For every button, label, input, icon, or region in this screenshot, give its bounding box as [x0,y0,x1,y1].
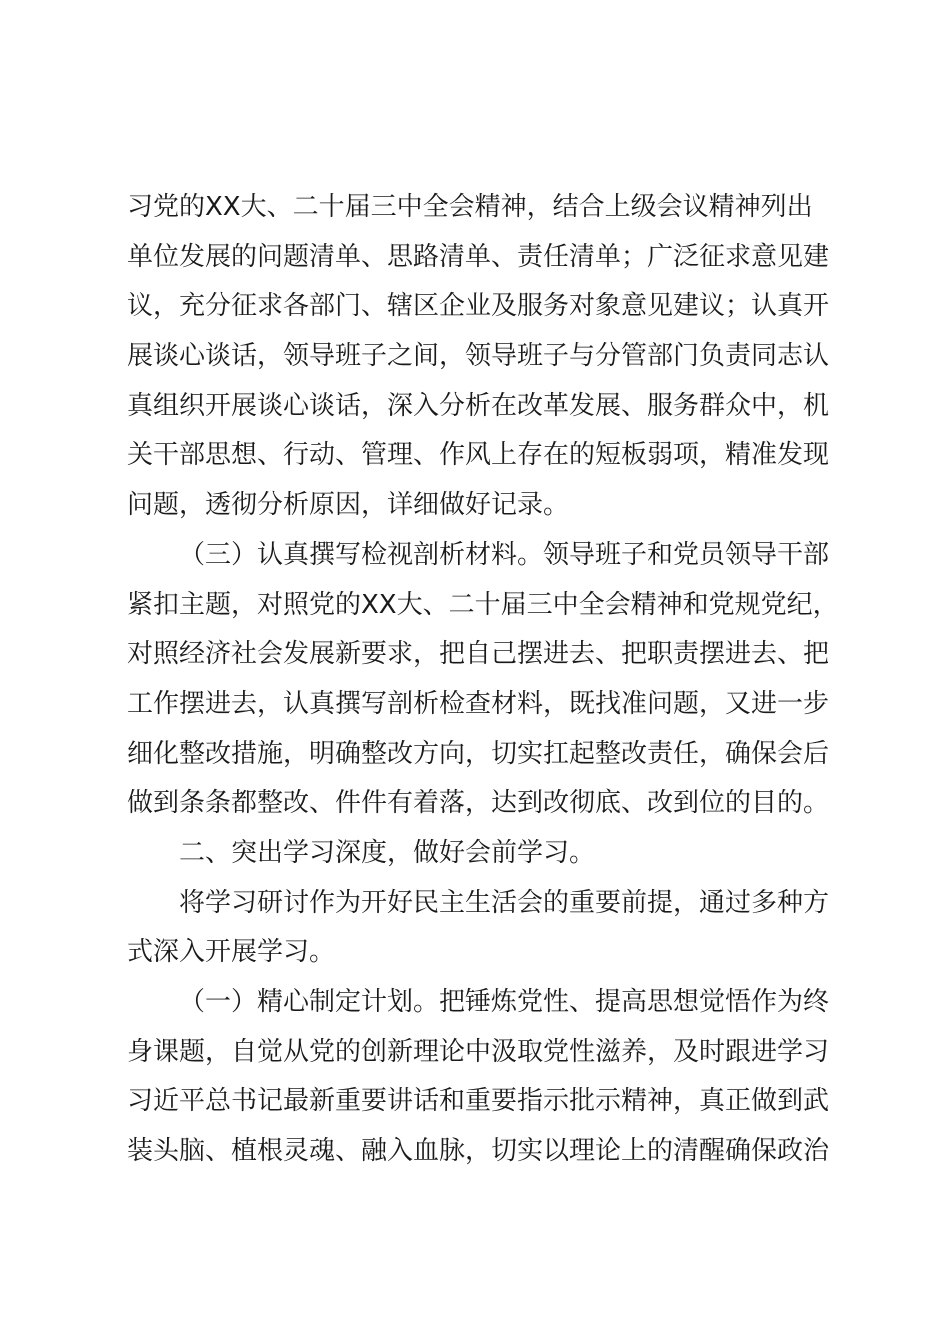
text-line: 习党的XX大、二十届三中全会精神，结合上级会议精神列出 [127,192,813,222]
text-line: 习近平总书记最新重要讲话和重要指示批示精神，真正做到武 [127,1086,830,1117]
text-line: 关干部思想、行动、管理、作风上存在的短板弱项，精准发现 [127,440,830,471]
text-line: 装头脑、植根灵魂、融入血脉，切实以理论上的清醒确保政治 [127,1136,830,1167]
document-body [127,183,839,1177]
text-line: 工作摆进去，认真撰写剖析检查材料，既找准问题，又进一步 [127,688,830,719]
text-line: 议，充分征求各部门、辖区企业及服务对象意见建议；认真开 [127,291,830,322]
text-line: 式深入开展学习。 [127,937,336,968]
text-line: 真组织开展谈心谈话，深入分析在改革发展、服务群众中，机 [127,390,830,421]
text-line: 问题，透彻分析原因，详细做好记录。 [127,490,570,521]
text-line: 对照经济社会发展新要求，把自己摆进去、把职责摆进去、把 [127,639,830,670]
section-heading-1: （一）精心制定计划。把锤炼党性、提高思想觉悟作为终 [179,987,830,1017]
text-line: 身课题，自觉从党的创新理论中汲取党性滋养，及时跟进学习 [127,1036,830,1067]
text-line: 将学习研讨作为开好民主生活会的重要前提，通过多种方 [179,887,830,918]
text-line: 做到条条都整改、件件有着落，达到改彻底、改到位的目的。 [127,788,830,819]
text-line: 单位发展的问题清单、思路清单、责任清单；广泛征求意见建 [127,241,830,272]
section-heading-3: （三）认真撰写检视剖析材料。领导班子和党员领导干部 [179,539,830,570]
text-line: 细化整改措施，明确整改方向，切实扛起整改责任，确保会后 [127,738,830,769]
text-line: 紧扣主题，对照党的XX大、二十届三中全会精神和党规党纪， [127,589,839,620]
text-line: 展谈心谈话，领导班子之间，领导班子与分管部门负责同志认 [127,341,830,372]
section-heading-2: 二、突出学习深度，做好会前学习。 [179,837,596,868]
